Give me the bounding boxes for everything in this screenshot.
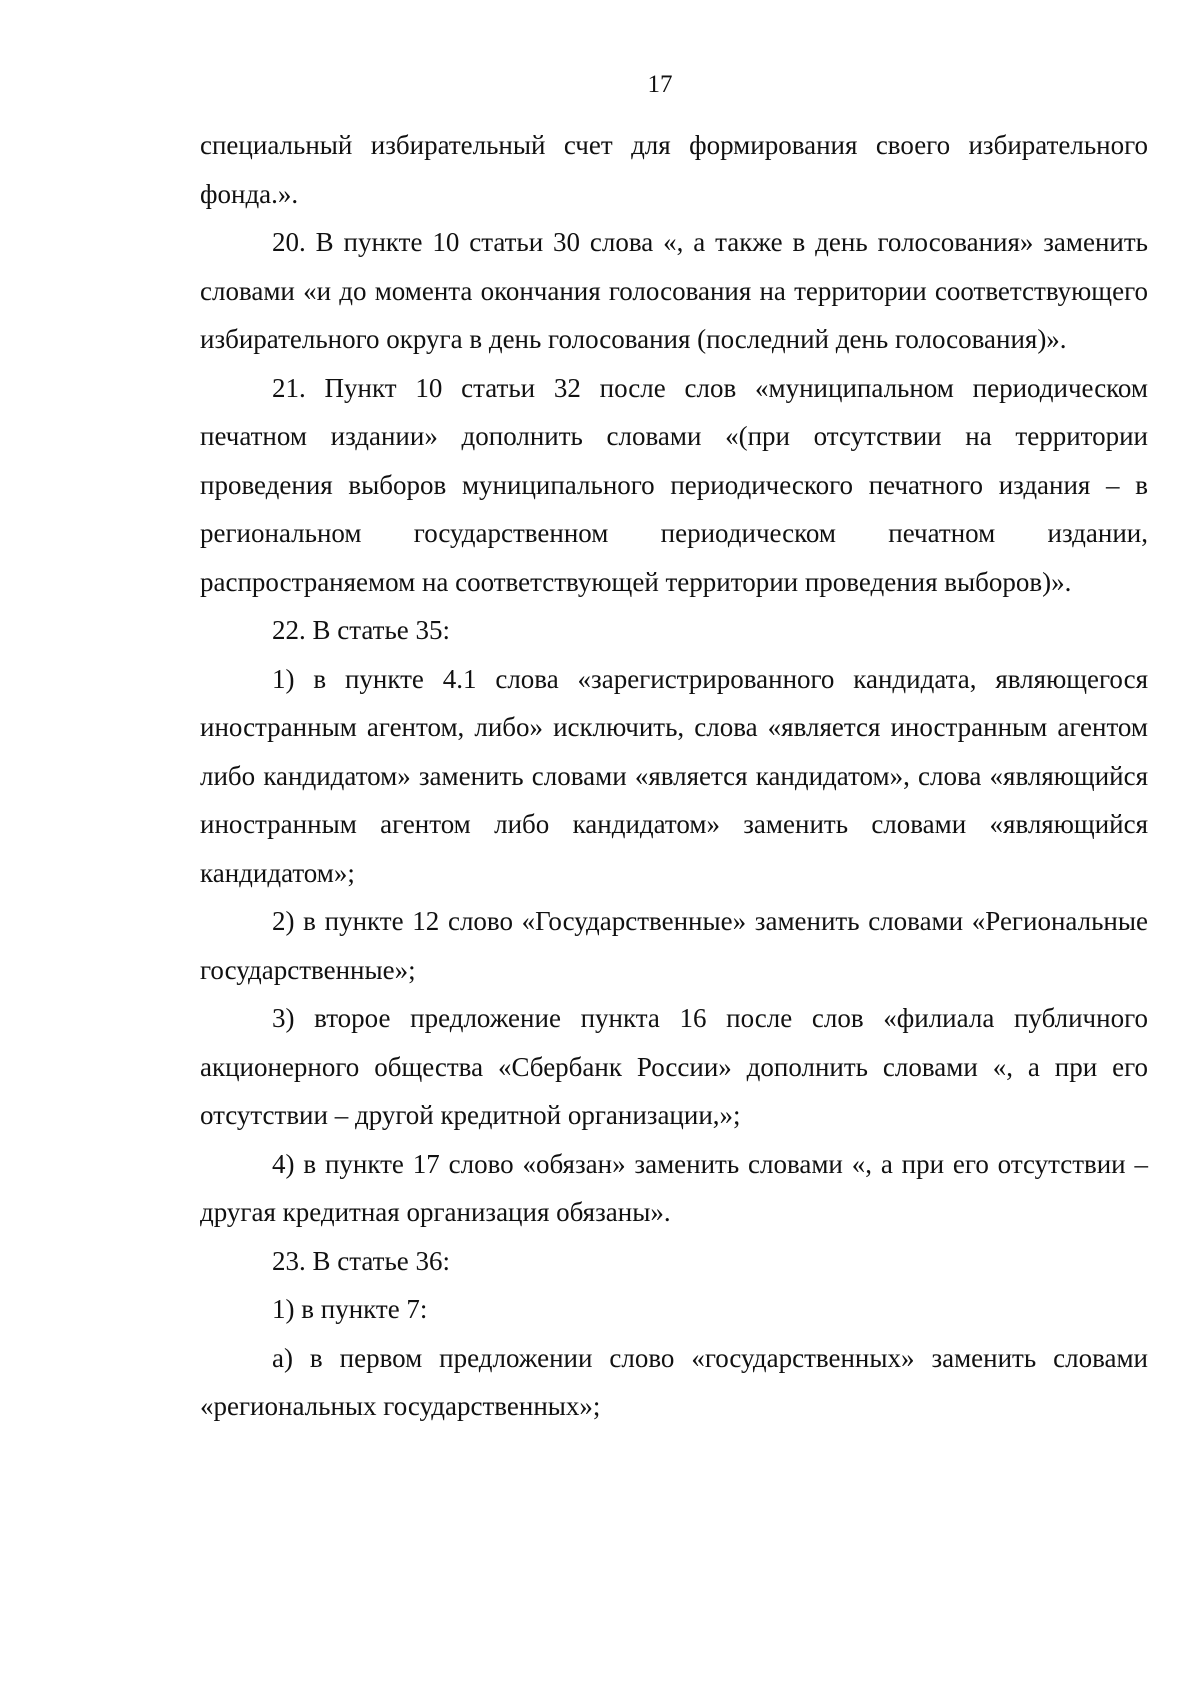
- paragraph-item-21: 21. Пункт 10 статьи 32 после слов «муниципальном периодическом печатном издании» дополнить словами «(при отсутствии на территории проведения выборов муниципального периодического печатного издания – в региональном государственном периодическом печатном издании, распространяемом на соответствующей территории проведения выборов)».: [200, 372, 1148, 597]
- paragraph-item-22-heading: 22. В статье 35:: [272, 615, 451, 645]
- document-body: [200, 121, 1148, 1431]
- paragraph-item-20: 20. В пункте 10 статьи 30 слова «, а также в день голосования» заменить словами «и до момента окончания голосования на территории соответствующего избирательного округа в день голосования (последний день голосования)».: [200, 227, 1148, 354]
- paragraph-item-23-heading: 23. В статье 36:: [272, 1245, 451, 1276]
- paragraph-item-22-1: 1) в пункте 4.1 слова «зарегистрированного кандидата, являющегося иностранным агентом, либо» исключить, слова «является иностранным агентом либо кандидатом» заменить словами «является кандидатом», слова «являющийся иностранным агентом либо кандидатом» заменить словами «являющийся кандидатом»;: [200, 663, 1148, 888]
- paragraph-item-22-4: 4) в пункте 17 слово «обязан» заменить словами «, а при его отсутствии – другая кредитная организация обязаны».: [200, 1148, 1148, 1227]
- paragraph-item-23-1-a: а) в первом предложении слово «государственных» заменить словами «региональных государственных»;: [200, 1342, 1148, 1421]
- paragraph-item-23-1: 1) в пункте 7:: [272, 1294, 428, 1324]
- paragraph-item-22-3: 3) второе предложение пункта 16 после слов «филиала публичного акционерного общества «Сбербанк России» дополнить словами «, а при его отсутствии – другой кредитной организации,»;: [200, 1003, 1148, 1130]
- page-number: 17: [647, 71, 673, 98]
- paragraph-continuation: специальный избирательный счет для формирования своего избирательного фонда.».: [200, 130, 1148, 209]
- paragraph-item-22-2: 2) в пункте 12 слово «Государственные» заменить словами «Региональные государственные»;: [200, 906, 1148, 985]
